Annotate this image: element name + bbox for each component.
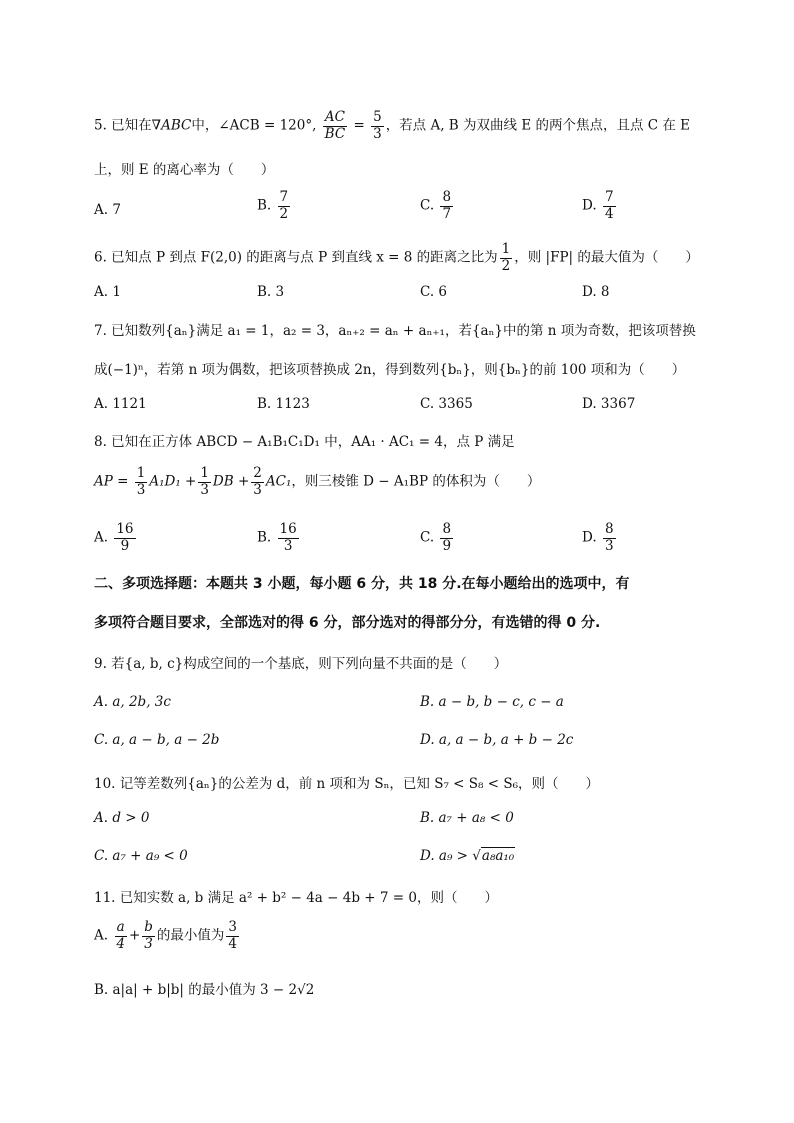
q7-stem-line1: 7. 已知数列{aₙ}满足 a₁ = 1，a₂ = 3，aₙ₊₂ = aₙ + aₙ₊₁，若{aₙ}中的第 n 项为奇数，把该项替换 (94, 323, 696, 339)
q6-frac-1-2: $\frac{1}{2}$ (501, 241, 511, 274)
q5-option-a: A. 7 (94, 202, 121, 218)
q5-option-b: B. $\frac{7}{2}$ (257, 189, 289, 222)
q9-option-d: D. a, a − b, a + b − 2c (420, 732, 574, 748)
q8-stem-line2: AP = $\frac{1}{3}$ A₁D₁ + $\frac{1}{3}$ DB + $\frac{2}{3}$ AC₁，则三棱锥 D − A₁BP 的体积为（ ） (94, 465, 541, 498)
q5-option-c: C. $\frac{8}{7}$ (420, 189, 452, 222)
q11-option-a: A. $\frac{a}{4}$ + $\frac{b}{3}$ 的最小值为 $\frac{3}{4}$ (94, 919, 237, 952)
q5-triangle: ∇ABC (151, 117, 192, 134)
q10-option-d: D. a₉ > √a₈a₁₀ (420, 848, 515, 864)
q5-frac-ac-bc: $\frac{AC}{BC}$ (324, 109, 346, 142)
q7-option-a: A. 1121 (94, 396, 147, 412)
q10-option-a: A. d > 0 (94, 810, 150, 826)
q5-frac-5-3: $\frac{5}{3}$ (373, 109, 382, 142)
q8-vector-ap: AP = (94, 473, 133, 490)
q10-stem: 10. 记等差数列{aₙ}的公差为 d，前 n 项和为 Sₙ，已知 S₇ < S₈ < S₆，则（ ） (94, 776, 599, 792)
q5-option-d: D. $\frac{7}{4}$ (582, 189, 614, 222)
q10-option-c: C. a₇ + a₉ < 0 (94, 848, 188, 864)
q8-option-b: B. $\frac{16}{3}$ (257, 521, 297, 554)
q7-option-c: C. 3365 (420, 396, 473, 412)
q11-option-b: B. a|a| + b|b| 的最小值为 3 − 2√2 (94, 982, 315, 998)
q6-option-a: A. 1 (94, 284, 121, 300)
q8-option-d: D. $\frac{8}{3}$ (582, 521, 614, 554)
q5-text-b: 中，∠ACB = 120°, (191, 117, 317, 134)
section-2-heading-line1: 二、多项选择题：本题共 3 小题，每小题 6 分，共 18 分.在每小题给出的选项中，有 (94, 576, 630, 592)
section-2-heading-line2: 多项符合题目要求，全部选对的得 6 分，部分选对的得部分分，有选错的得 0 分. (94, 615, 601, 631)
q9-option-a: A. a, 2b, 3c (94, 694, 171, 710)
q9-stem: 9. 若{a, b, c}构成空间的一个基底，则下列向量不共面的是（ ） (94, 656, 508, 672)
q7-option-b: B. 1123 (257, 396, 310, 412)
q6-stem: 6. 已知点 P 到点 F(2,0) 的距离与点 P 到直线 x = 8 的距离之比为 $\frac{1}{2}$ ，则 |FP| 的最大值为（ ） (94, 241, 699, 274)
q5-stem-line2: 上，则 E 的离心率为（ ） (94, 162, 275, 178)
q9-option-c: C. a, a − b, a − 2b (94, 732, 220, 748)
q6-option-d: D. 8 (582, 284, 610, 300)
q8-option-c: C. $\frac{8}{9}$ (420, 521, 452, 554)
q5-stem-line1: 5. 已知在∇ABC中，∠ACB = 120°, $\frac{AC}{BC}$ = $\frac{5}{3}$ ，若点 A, B 为双曲线 E 的两个焦点，且点 C 在 E (94, 109, 691, 142)
q11-stem: 11. 已知实数 a, b 满足 a² + b² − 4a − 4b + 7 = 0，则（ ） (94, 890, 498, 906)
q8-option-a: A. $\frac{16}{9}$ (94, 521, 134, 554)
q6-option-c: C. 6 (420, 284, 448, 300)
q8-stem-line1: 8. 已知在正方体 ABCD − A₁B₁C₁D₁ 中，AA₁ · AC₁ = 4，点 P 满足 (94, 434, 515, 450)
sqrt-radicand: a₈a₁₀ (481, 848, 515, 864)
q10-option-b: B. a₇ + a₈ < 0 (420, 810, 514, 826)
q6-option-b: B. 3 (257, 284, 285, 300)
q7-stem-line2: 成(−1)ⁿ，若第 n 项为偶数，把该项替换成 2n，得到数列{bₙ}，则{bₙ}的前 100 项和为（ ） (94, 362, 686, 378)
q5-text-c: ，若点 A, B 为双曲线 E 的两个焦点，且点 C 在 E (385, 117, 691, 134)
q5-text-a: 5. 已知在 (94, 117, 152, 134)
q9-option-b: B. a − b, b − c, c − a (420, 694, 564, 710)
q7-option-d: D. 3367 (582, 396, 636, 412)
